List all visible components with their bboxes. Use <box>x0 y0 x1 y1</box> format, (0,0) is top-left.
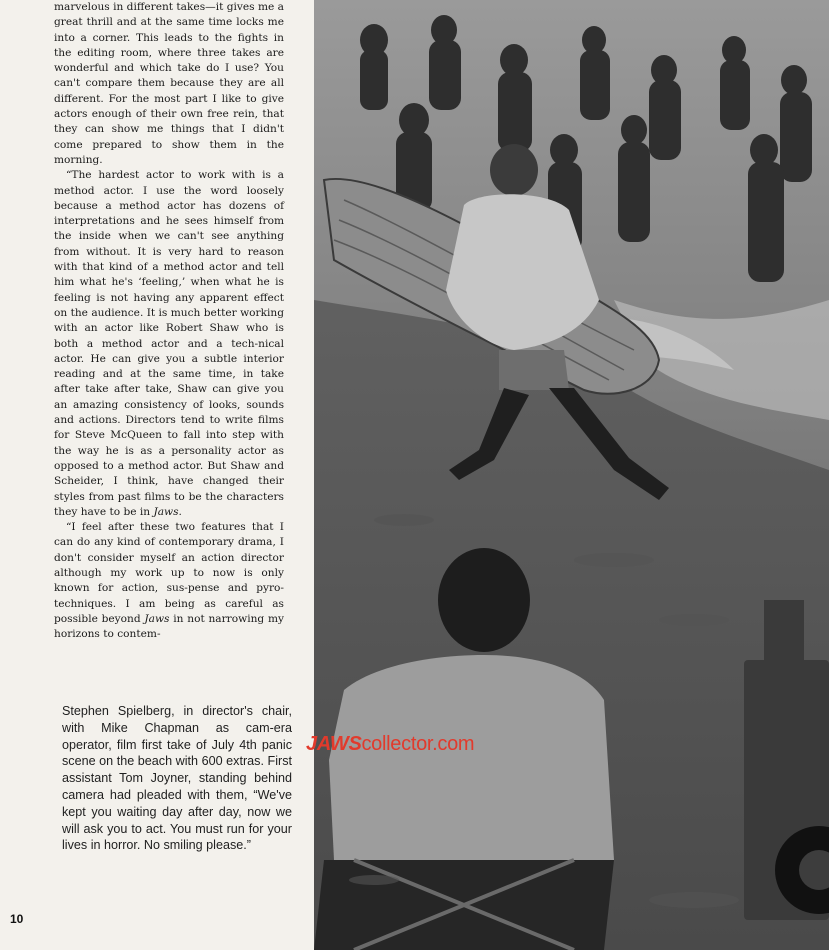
photo-illustration <box>314 0 829 950</box>
film-title-italic: Jaws <box>144 612 170 625</box>
article-text-column <box>54 0 284 642</box>
article-paragraph-3 <box>54 520 284 642</box>
site-watermark <box>306 733 474 756</box>
article-paragraph-2-text: “The hardest actor to work with is a method actor. I use the word loosely because a method actor has dozens of interpretations and he sees himself from the inside when we can't see anything from without. It is very hard to reason with that kind of a method actor and tell him what he's ‘feeling,’ when what he is feeling is not having any apparent effect on the audience. It is much better working with an actor like Robert Shaw who is both a method actor and a tech-nical actor. He can give you a subtle interior reading and at the same time, in take after take after take, Shaw can give you an amazing consistency of looks, sounds and actions. Directors tend to write films for Steve McQueen to fall into step with the way he is as a personality actor as opposed to a method actor. But Shaw and Scheider, I think, have changed their styles from past films to be the characters they have to be in <box>54 169 284 518</box>
article-paragraph-1: marvelous in different takes—it gives me a great thrill and at the same time locks me into a corner. This leads to the fights in the editing room, where three takes are wonderful and which take do I use? You can't compare them because they are all different. For the most part I like to give actors enough of their own free rein, that they can show me things that I didn't come prepared to show them in the morning. <box>54 1 284 166</box>
beach-scene-photo <box>314 0 829 950</box>
page-number: 10 <box>10 912 24 926</box>
article-paragraph-2-end: . <box>178 505 182 518</box>
photo-caption: Stephen Spielberg, in director's chair, with Mike Chapman as cam-era operator, film first take of July 4th panic scene on the beach with 600 extras. First assistant Tom Joyner, standing behind camera had pleaded with them, “We've kept you waiting day after day, now we will ask you to act. You must run for your lives in horror. No smiling please.” <box>62 704 292 853</box>
article-paragraph-2 <box>54 168 284 520</box>
article-paragraph-3-text: “I feel after these two features that I can do any kind of contemporary drama, I don't consider myself an action director although my work up to now is only known for action, sus-pense and pyro-techniques. I am being as careful as possible beyond <box>54 521 284 625</box>
article-paragraph-3-end: in not narrowing my horizons to contem- <box>54 612 284 641</box>
watermark-brand: JAWS <box>306 733 362 755</box>
film-title-italic: Jaws <box>153 505 179 518</box>
watermark-site: collector.com <box>361 733 475 755</box>
